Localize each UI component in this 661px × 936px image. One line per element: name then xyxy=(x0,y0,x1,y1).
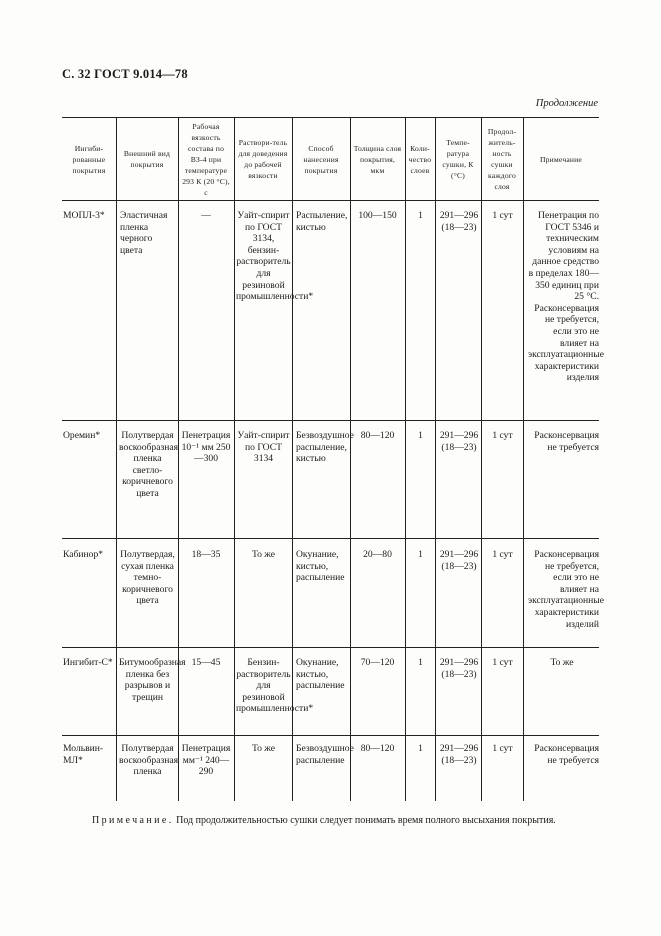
table-row-note: Расконсервация не требуется, если это не влияет на эксплуатационные характеристики изделий xyxy=(528,549,605,630)
row-divider xyxy=(62,647,599,648)
table-row-duration: 1 сут xyxy=(492,430,513,441)
table-row-solvent: Уайт-спирит по ГОСТ 3134 xyxy=(237,430,290,465)
header-duration: Продол-житель-ность сушки каждого слоя xyxy=(487,127,517,191)
header-appearance: Внешний вид покрытия xyxy=(123,149,171,169)
table-row-name: Кабинор* xyxy=(63,549,104,560)
footnote-label: Примечание. xyxy=(92,815,174,826)
table-row-appearance: Битумообразная пленка без разрывов и трещин xyxy=(119,657,186,703)
table-row-viscosity: — xyxy=(201,210,211,221)
table-row-note: Пенетрация по ГОСТ 5346 и техническим условиям на данное средство в пределах 180—350 единиц при 25 °С. Расконсервация не требуется, если это не влияет на эксплуатационные характеристики изделия xyxy=(528,210,605,384)
table-row-layers: 1 xyxy=(418,743,423,754)
table-row-method: Безвоздушное распыление, кистью xyxy=(296,430,354,465)
table-row-name: Мольвин-МЛ* xyxy=(63,743,104,766)
table-row-name: МОПЛ-3* xyxy=(63,210,105,221)
footnote xyxy=(62,812,599,829)
table-row-solvent: То же xyxy=(251,549,276,560)
table-row-viscosity: Пенетрация 10⁻¹ мм 250—300 xyxy=(181,430,231,465)
table-row-layers: 1 xyxy=(418,657,423,668)
table-row-temperature: 291—296 (18—23) xyxy=(439,430,479,453)
table-row-temperature: 291—296 (18—23) xyxy=(439,210,479,233)
table-row-duration: 1 сут xyxy=(492,210,513,221)
table-row-solvent: Бензин-растворитель для резиновой промышленности* xyxy=(236,657,314,715)
row-divider xyxy=(62,538,599,539)
header-thickness: Толщина слоя покрытия, мкм xyxy=(353,143,402,175)
header-layers: Коли-чество слоев xyxy=(408,143,432,175)
table-row-name: Ингибит-С* xyxy=(63,657,113,668)
table-row-note: Расконсервация не требуется xyxy=(534,430,599,453)
table-row-layers: 1 xyxy=(418,210,423,221)
table-row-viscosity: 18—35 xyxy=(191,549,221,560)
page-header: С. 32 ГОСТ 9.014—78 xyxy=(62,67,188,81)
header-note: Примечание xyxy=(539,154,583,164)
header-solvent: Раствори-тель для доведения до рабочей вязкости xyxy=(238,138,288,180)
column-divider xyxy=(178,117,179,801)
table-row-method: Окунание, кистью, распыление xyxy=(296,657,345,692)
header-temperature: Темпе-ратура сушки, К (°С) xyxy=(442,138,474,180)
table-row-thickness: 100—150 xyxy=(358,210,397,221)
table-row-thickness: 20—80 xyxy=(363,549,392,560)
table-row-appearance: Полутвердая воскообразная пленка xyxy=(119,743,179,778)
table-row-name: Оремин* xyxy=(63,430,101,441)
table-row-duration: 1 сут xyxy=(492,743,513,754)
table-row-method: Безвоздушное распыление xyxy=(296,743,354,766)
table-row-solvent: То же xyxy=(251,743,276,754)
row-divider xyxy=(62,420,599,421)
table-row-duration: 1 сут xyxy=(492,549,513,560)
table-row-note: Расконсервация не требуется xyxy=(534,743,599,766)
row-divider xyxy=(62,735,599,736)
table-row-layers: 1 xyxy=(418,549,423,560)
table-row-note: То же xyxy=(550,657,574,668)
table-header-rule xyxy=(62,200,599,201)
table-row-thickness: 80—120 xyxy=(360,743,395,754)
table-row-method: Окунание, кистью, распыление xyxy=(296,549,345,584)
header-method: Способ нанесения покрытия xyxy=(303,143,339,175)
table-row-viscosity: 15—45 xyxy=(191,657,221,668)
table-row-viscosity: Пенетрация мм⁻¹ 240—290 xyxy=(181,743,231,778)
table-row-appearance: Эластичная пленка черного цвета xyxy=(120,210,168,256)
table-row-temperature: 291—296 (18—23) xyxy=(439,743,479,766)
table-row-temperature: 291—296 (18—23) xyxy=(439,549,479,572)
column-divider xyxy=(523,117,524,801)
header-viscosity: Рабочая вязкость состава по ВЗ-4 при температуре 293 К (20 °С), с xyxy=(182,121,230,197)
table-row-thickness: 80—120 xyxy=(360,430,395,441)
table-row-layers: 1 xyxy=(418,430,423,441)
column-divider xyxy=(234,117,235,801)
column-divider xyxy=(116,117,117,801)
table-row-duration: 1 сут xyxy=(492,657,513,668)
table-row-temperature: 291—296 (18—23) xyxy=(439,657,479,680)
table-row-solvent: Уайт-спирит по ГОСТ 3134, бензин-растворитель для резиновой промышленности* xyxy=(236,210,314,303)
header-coatings: Ингиби-рованные покрытия xyxy=(72,143,106,175)
table-row-method: Распыление, кистью xyxy=(296,210,348,233)
table-row-thickness: 70—120 xyxy=(360,657,395,668)
continuation-label: Продолжение xyxy=(535,98,598,109)
table-row-appearance: Полутвердая, сухая пленка темно-коричневого цвета xyxy=(120,549,175,607)
table-row-appearance: Полутвердая воскообразная пленка светло-коричневого цвета xyxy=(119,430,179,499)
column-divider xyxy=(435,117,436,801)
column-divider xyxy=(292,117,293,801)
table-top-rule xyxy=(62,117,599,118)
footnote-text: Под продолжительностью сушки следует понимать время полного высыхания покрытия. xyxy=(176,815,556,826)
